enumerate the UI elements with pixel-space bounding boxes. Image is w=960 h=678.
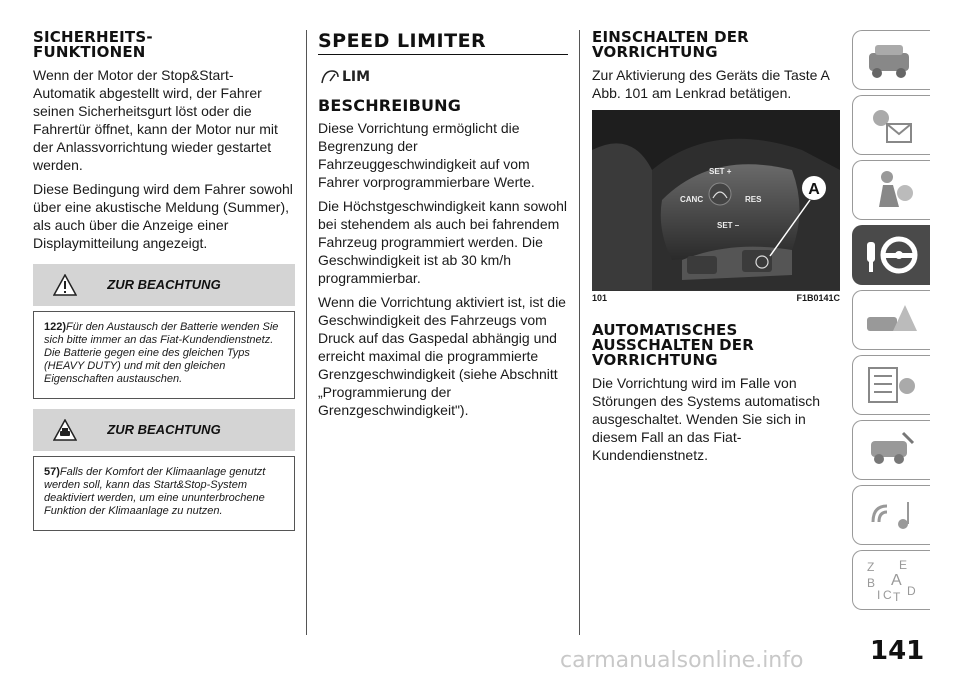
key-steering-wheel-icon [863,232,921,278]
multimedia-icon [863,492,921,538]
steering-wheel-controls-illustration [592,110,840,290]
steering-wheel-figure [592,110,840,290]
index-letter: T [893,590,901,603]
section-heading-safety: SICHERHEITS- FUNKTIONEN [33,28,153,61]
watermark: carmanualsonline.info [560,648,804,673]
index-letter: A [891,572,902,589]
note-text: Für den Austausch der Batterie wenden Sie sich bitte immer an das Fiat-Kundendienstnetz. Die Batterie gegen eine des gleichen Typs (HEAVY DUTY) und mit den gleichen Eigenschaften austauschen. [44,321,279,385]
note-text: Falls der Komfort der Klimaanlage genutzt werden soll, kann das Start&Stop-System deaktiviert werden, um eine ununterbrochene Funktion der Klimaanlage zu nutzen. [44,466,266,517]
warning-header [33,264,295,306]
section-heading-description: BESCHREIBUNG [318,96,462,115]
index-letter: E [899,558,908,572]
paragraph: Die Vorrichtung wird im Falle von Störungen des Systems automatisch ausgeschaltet. Wenden Sie sich in diesem Fall an das Fiat-Kundendienstnetz. [592,375,821,463]
column-divider [306,30,307,635]
maintenance-list-icon [863,362,921,408]
tools-car-icon [863,427,921,473]
callout-label-a: A [808,181,820,198]
button-label-set-plus: SET + [709,167,732,176]
figure-number: 101 [592,293,608,303]
warning-header [33,409,295,451]
svg-text:LIM: LIM [342,69,371,85]
figure-code: F1B0141C [796,293,840,303]
section-heading-activation: EINSCHALTEN DER VORRICHTUNG [592,28,749,61]
paragraph: Diese Vorrichtung ermöglicht die Begrenzung der Fahrzeuggeschwindigkeit auf vom Fahrer vorprogrammierbare Werte. [318,120,535,190]
warning-title: ZUR BEACHTUNG [107,277,221,292]
tab-dashboard[interactable] [852,30,930,90]
index-letter: B [867,576,876,590]
note-number: 122) [44,321,67,333]
car-dashboard-icon [863,37,921,83]
index-letter: D [907,584,916,598]
speed-limiter-icon [318,61,378,89]
paragraph: Wenn die Vorrichtung aktiviert ist, ist die Geschwindigkeit des Fahrzeugs vom Druck auf das Gaspedal abhängig und erreicht maximal die programmierte Grenzgeschwindigkeit (siehe Abschnitt „Programmierung der Grenzgeschwindigkeit"). [318,294,566,418]
button-label-set-minus: SET – [717,221,740,230]
page-title: SPEED LIMITER [318,30,568,55]
tab-technical-data[interactable] [852,420,930,480]
warning-body [33,311,295,399]
index-letters-icon [863,557,921,603]
middle-column [318,30,568,425]
chapter-tabs [852,30,930,615]
tab-maintenance[interactable] [852,355,930,415]
warning-triangle-icon [53,274,77,296]
tab-lights-messages[interactable] [852,95,930,155]
index-letter: I [877,588,881,602]
button-label-res: RES [745,195,762,204]
figure-caption [592,290,840,303]
right-column [592,30,840,470]
paragraph: Die Höchstgeschwindigkeit kann sowohl bei stehendem als auch bei fahrendem Fahrzeug programmiert werden. Die Geschwindigkeit ist ab 30 km/h programmierbar. [318,198,568,286]
tab-multimedia[interactable] [852,485,930,545]
warning-body [33,456,295,531]
warning-title: ZUR BEACHTUNG [107,422,221,437]
paragraph: Zur Aktivierung des Geräts die Taste A Abb. 101 am Lenkrad betätigen. [592,67,830,101]
tab-emergency[interactable] [852,290,930,350]
paragraph: Diese Bedingung wird dem Fahrer sowohl über eine akustische Meldung (Summer), als auch über die Anzeige einer Displaymitteilung angezeigt. [33,181,293,251]
tab-starting-driving[interactable] [852,225,930,285]
warning-car-icon [863,297,921,343]
section-heading-auto-off: AUTOMATISCHES AUSSCHALTEN DER VORRICHTUNG [592,321,755,369]
note-number: 57) [44,466,60,478]
index-letter: C [883,588,892,602]
left-column [33,30,295,531]
button-label-canc: CANC [680,195,704,204]
paragraph: Wenn der Motor der Stop&Start-Automatik abgestellt wird, der Fahrer seinen Sicherheitsgurt löst oder die Fahrertür öffnet, kann der Motor nur mit der Anlassvorrichtung wieder gestartet werden. [33,67,278,173]
page-number: 141 [870,636,925,666]
tab-index[interactable] [852,550,930,610]
lights-message-icon [863,102,921,148]
airbag-seat-icon [863,167,921,213]
tab-safety[interactable] [852,160,930,220]
warning-car-triangle-icon [53,419,77,441]
column-divider [579,30,580,635]
index-letter: Z [867,560,875,574]
